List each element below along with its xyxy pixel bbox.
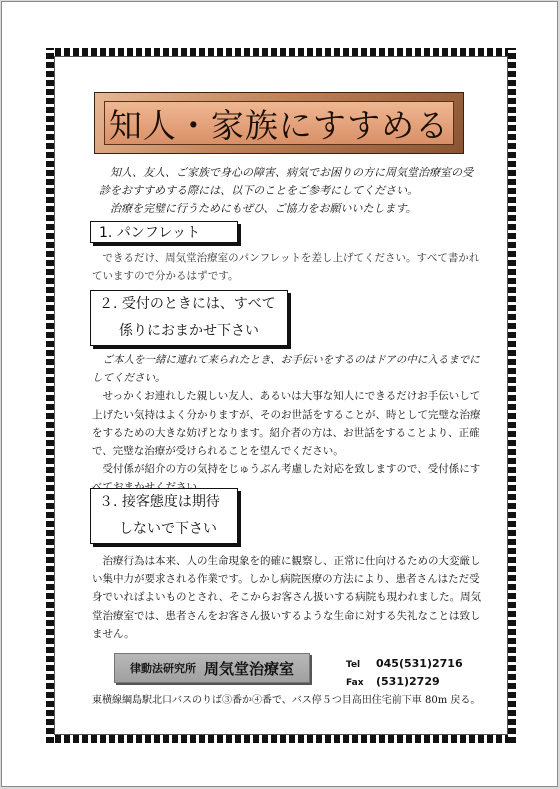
- frame-right-border: [508, 48, 516, 743]
- frame-bottom-border: [46, 735, 516, 743]
- section-3-heading-line-1: ３. 接客態度は期待: [99, 494, 220, 510]
- section-3-heading: [90, 488, 238, 544]
- fax-number: (531)2729: [376, 675, 440, 688]
- title-plaque: [94, 92, 464, 154]
- section-1-heading: 1. パンフレット: [90, 221, 238, 243]
- frame-left-border: [46, 48, 54, 743]
- intro-line-1: 知人、友人、ご家族で身心の障害、病気でお困りの方に周気堂治療室の受: [110, 166, 473, 179]
- intro-text: [99, 164, 489, 219]
- frame-top-border: [46, 48, 516, 56]
- tel-label: Tel: [346, 660, 361, 670]
- tel-number: 045(531)2716: [376, 657, 463, 670]
- section-1-body: できるだけ、周気堂治療室のパンフレットを差し上げてください。すべて書かれていますので分かるはずです。: [92, 252, 480, 283]
- section-3-heading-line-2: しないで下さい: [119, 521, 217, 537]
- section-2-paragraph-2: 受付係が紹介の方の気持をじゅうぶん考慮した対応を致しますので、受付係にす: [102, 463, 481, 476]
- section-2-paragraph-1: せっかくお連れした親しい友人、あるいは大事な知人にできるだけお手伝いして上げたい気持はよく分かりますが、そのお世話をすることが、時として完璧な治療をするための大きな妨げとなります。紹介者の方は、お世話をすることより、正確で、完璧な治療が受けられることを望んでください。: [92, 390, 481, 458]
- fax-line: [346, 675, 440, 688]
- page-title: 知人・家族にすすめる: [108, 105, 450, 145]
- section-2-heading: [90, 290, 288, 346]
- section-2-heading-line-1: ２. 受付のときには、すべて: [99, 296, 276, 312]
- title-plaque-inner: [104, 101, 454, 145]
- clinic-name-plate: [114, 653, 310, 683]
- clinic-name: 周気堂治療室: [203, 659, 294, 678]
- fax-label: Fax: [346, 678, 364, 688]
- intro-line-2: 診をおすすめする際には、以下のことをご参考にしてください。: [99, 184, 419, 198]
- intro-line-3: 治療を完璧に行うためにもぜひ、ご協力をお願いいたします。: [110, 202, 417, 216]
- access-directions: 東横線綱島駅北口バスのりば③番か④番で、バス停５つ目高田住宅前下車 80m 戻る。: [92, 695, 481, 706]
- section-2-emphasis: ご本人を一緒に連れて来られたとき、お手伝いをするのはドアの中に入るまでにしてください。: [92, 354, 480, 385]
- section-2-body: [92, 351, 488, 497]
- section-3-body: 治療行為は本来、人の生命現象を的確に観察し、正常に仕向けるための大変厳しい集中力が要求される作業です。しかし病院医療の方法により、患者さんはただ受身でいればよいものとされ、そこからお客さん扱いする病院も現われました。周気堂治療室では、患者さんをお客さん扱いするような生命に対する失礼なことは致しません。: [92, 555, 482, 640]
- phone-line: [346, 657, 463, 670]
- institute-name: 律動法研究所: [129, 662, 196, 675]
- document-page: [1, 1, 558, 787]
- section-2-heading-line-2: 係りにおまかせ下さい: [119, 323, 259, 339]
